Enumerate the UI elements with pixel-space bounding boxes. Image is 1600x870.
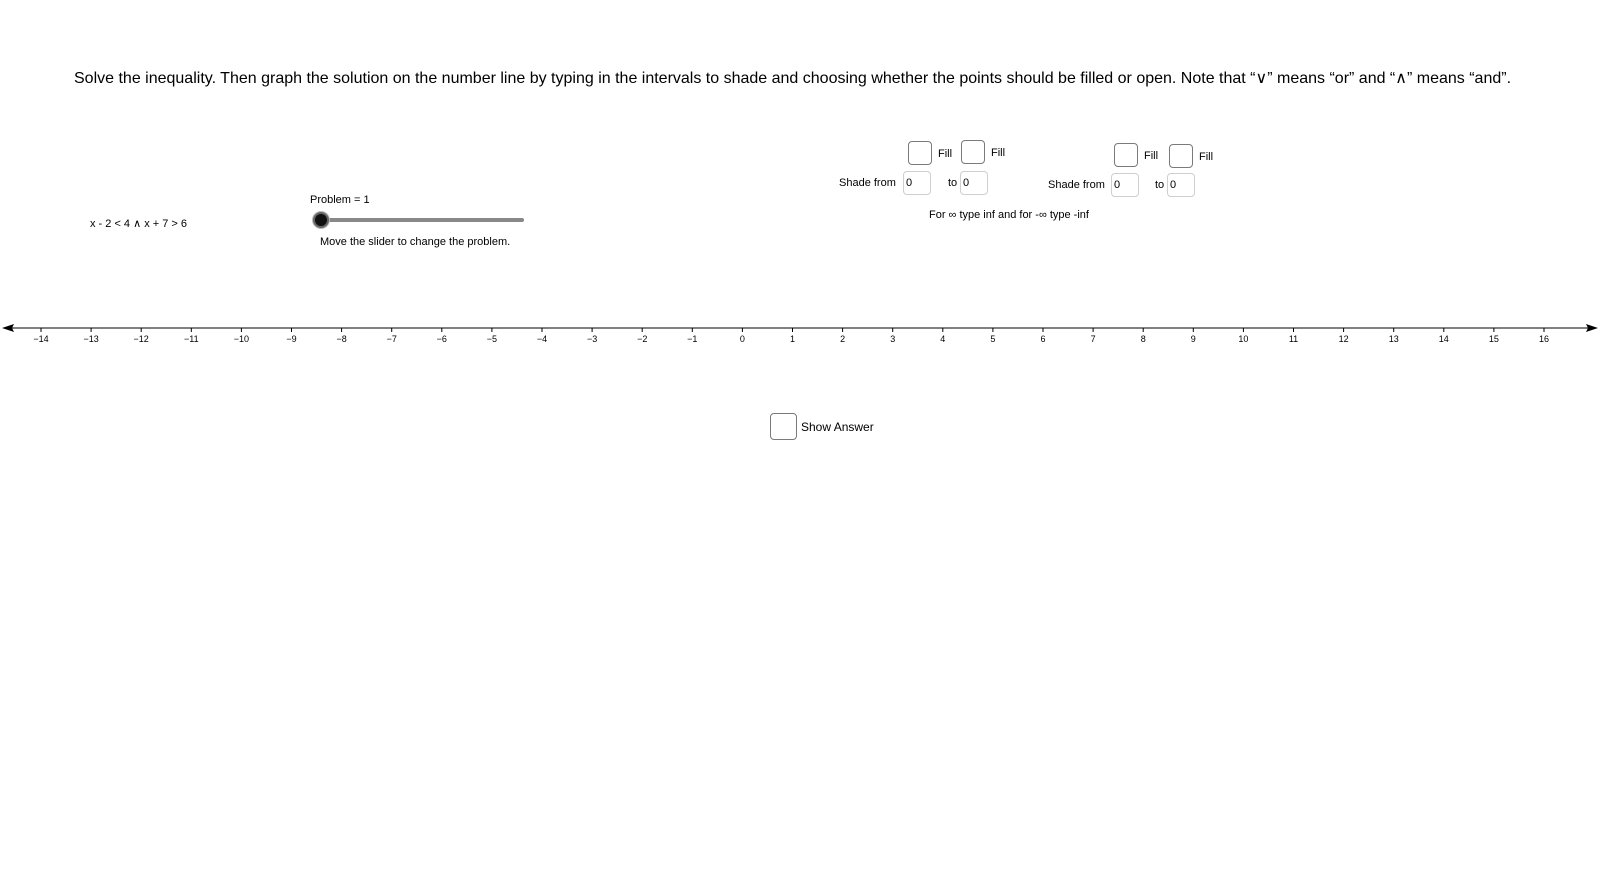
number-line-tick-label: −13	[83, 334, 99, 344]
number-line-tick-label: −11	[183, 334, 199, 344]
problem-slider-label: Problem = 1	[310, 194, 370, 206]
infinity-hint-text: For ∞ type inf and for -∞ type -inf	[929, 209, 1089, 221]
show-answer-label: Show Answer	[801, 420, 874, 434]
interval1-fill-left-label: Fill	[938, 148, 953, 160]
number-line-tick-label: 8	[1140, 334, 1146, 344]
number-line-tick-label: 2	[840, 334, 846, 344]
interval1-from-input[interactable]	[903, 171, 931, 195]
number-line-tick-label: −10	[233, 334, 250, 344]
interval2-fill-right-checkbox[interactable]	[1169, 144, 1193, 168]
interval2-fill-right-label: Fill	[1199, 151, 1214, 163]
number-line-tick-label: 4	[940, 334, 946, 344]
number-line-tick-label: −4	[536, 334, 548, 344]
number-line-tick-label: 13	[1388, 334, 1399, 344]
interval1-fill-right-checkbox[interactable]	[961, 140, 985, 164]
number-line-tick-label: 3	[890, 334, 896, 344]
number-line-tick-label: −9	[286, 334, 297, 344]
number-line	[0, 300, 1600, 350]
number-line-tick-label: −14	[33, 334, 49, 344]
problem-slider-track[interactable]	[320, 218, 524, 222]
number-line-ticks	[33, 328, 1549, 344]
number-line-tick-label: 11	[1288, 334, 1299, 344]
number-line-tick-label: 14	[1438, 334, 1449, 344]
number-line-tick-label: −3	[586, 334, 598, 344]
interval2-to-label: to	[1155, 179, 1165, 191]
number-line-tick-label: 7	[1090, 334, 1096, 344]
number-line-tick-label: 9	[1190, 334, 1196, 344]
number-line-tick-label: 6	[1040, 334, 1046, 344]
number-line-tick-label: 1	[789, 334, 796, 344]
number-line-tick-label: 16	[1538, 334, 1550, 344]
interval1-to-input[interactable]	[960, 171, 988, 195]
number-line-tick-label: −2	[637, 334, 648, 344]
number-line-tick-label: −1	[687, 334, 698, 344]
interval1-fill-right-label: Fill	[991, 147, 1006, 159]
interval2-to-input[interactable]	[1167, 173, 1195, 197]
number-line-tick-label: −6	[436, 334, 447, 344]
interval1-to-label: to	[948, 177, 958, 189]
number-line-tick-label: 10	[1238, 334, 1249, 344]
interval2-shade-from-label: Shade from	[1048, 179, 1105, 191]
slider-hint-text: Move the slider to change the problem.	[320, 236, 511, 248]
number-line-tick-label: −5	[486, 334, 498, 344]
number-line-tick-label: −8	[336, 334, 347, 344]
number-line-tick-label: 15	[1488, 334, 1499, 344]
number-line-tick-label: 5	[990, 334, 996, 344]
number-line-tick-label: 0	[739, 334, 745, 344]
interval2-fill-left-label: Fill	[1144, 150, 1159, 162]
number-line-tick-label: −12	[133, 334, 149, 344]
inequality-expression: x - 2 < 4 ∧ x + 7 > 6	[90, 218, 188, 230]
interval2-fill-left-checkbox[interactable]	[1114, 143, 1138, 167]
show-answer-checkbox[interactable]	[770, 413, 797, 440]
interval1-shade-from-label: Shade from	[839, 177, 896, 189]
number-line-tick-label: −7	[386, 334, 397, 344]
problem-slider-handle[interactable]	[313, 212, 329, 228]
instructions-text: Solve the inequality. Then graph the solution on the number line by typing in the intervals to shade and choosing whether the points should be filled or open. Note that “∨” means “or” and “∧” means “and”.	[74, 70, 1512, 87]
number-line-tick-label: 12	[1338, 334, 1349, 344]
interval2-from-input[interactable]	[1111, 173, 1139, 197]
interval1-fill-left-checkbox[interactable]	[908, 141, 932, 165]
